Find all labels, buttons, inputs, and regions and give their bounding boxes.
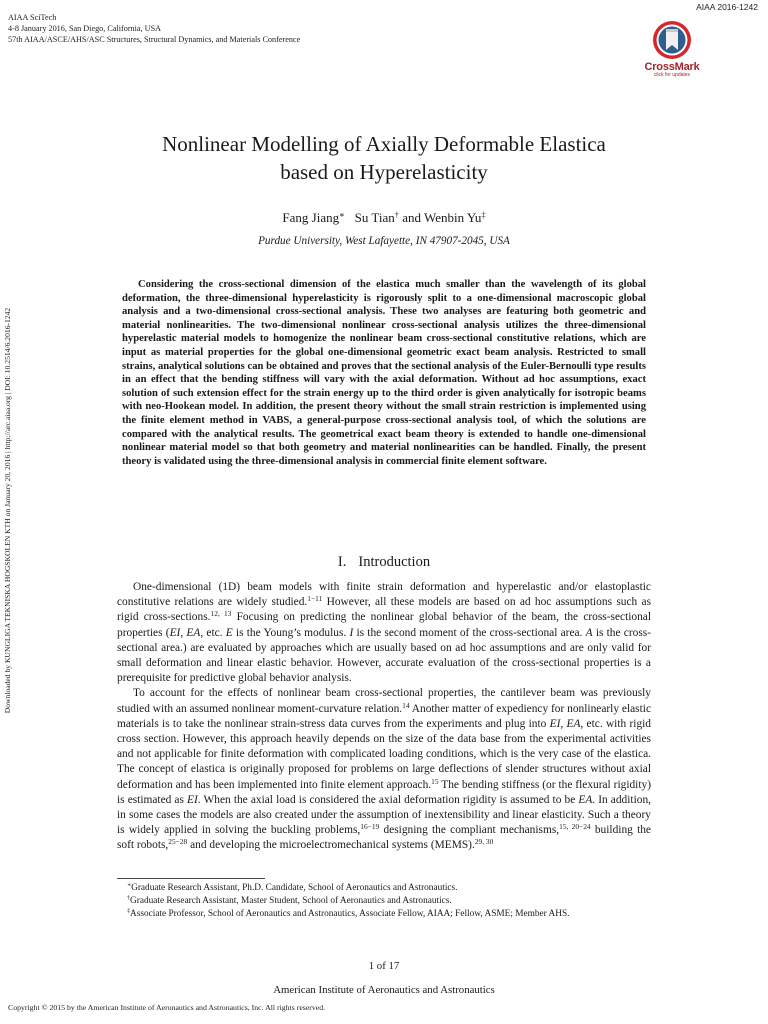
publisher-name: American Institute of Aeronautics and Astronautics <box>273 984 495 996</box>
author-conjunction: and <box>402 210 421 225</box>
footnote: ∗Graduate Research Assistant, Ph.D. Candidate, School of Aeronautics and Astronautics. <box>127 882 458 893</box>
title-line-2: based on Hyperelasticity <box>280 160 488 184</box>
copyright-notice: Copyright © 2015 by the American Institute of Aeronautics and Astronautics, Inc. All rights reserved. <box>8 1003 326 1012</box>
author-mark: † <box>394 209 399 220</box>
crossmark-logo-icon <box>652 20 692 60</box>
section-number: I. <box>337 554 347 570</box>
affiliation: Purdue University, West Lafayette, IN 47907-2045, USA <box>258 235 510 247</box>
author-name: Fang Jiang <box>282 210 340 225</box>
conference-name: AIAA SciTech <box>8 13 57 22</box>
download-sidebar <box>2 268 14 753</box>
citation: 1−11 <box>307 594 323 604</box>
author-mark: ‡ <box>481 209 486 220</box>
crossmark-badge[interactable] <box>637 20 707 78</box>
citation: 25−28 <box>168 837 188 847</box>
paragraph: One-dimensional (1D) beam models with finite strain deformation and hyperelastic and/or elastoplastic constitutive relations are widely studied.$^{1-11}$ However, all these models are based on ad hoc assumptions such as rigid cross-sections.$^{12, 13}$ Focusing on predicting the nonlinear global behavior of the beam, the cross-sectional properties (EI, EA, etc. E is the Young’s modulus. I is the second moment of the cross-sectional area. A is the cross-sectional area.) are evaluated by approaches which are usually based on ad hoc assumptions and are only valid for small deformation and linear elastic behavior. However, accurate evaluation of the cross-sectional properties is a prerequisite for predictive global behavior analysis. <box>117 581 652 685</box>
footnote: †Graduate Research Assistant, Master Student, School of Aeronautics and Astronautics. <box>127 895 452 906</box>
crossmark-sublabel: click for updates <box>653 72 691 78</box>
download-notice: Downloaded by KUNGLIGA TEKNISKA HOGSKOLEN KTH on January 20, 2016 | http://arc.aiaa.org | DOI: 10.2514/6.2016-1242 <box>3 307 12 714</box>
footnote-rule <box>117 878 265 879</box>
footnote: ‡Associate Professor, School of Aeronautics and Astronautics, Associate Fellow, AIAA; Fellow, ASME; Member AHS. <box>127 908 570 919</box>
footnotes <box>117 882 677 921</box>
author-name: Wenbin Yu <box>424 210 482 225</box>
citation: 15 <box>431 776 439 786</box>
conference-date: 4-8 January 2016, San Diego, California, USA <box>8 24 162 33</box>
author-name: Su Tian <box>354 210 395 225</box>
section-heading <box>0 554 768 571</box>
author-mark: ∗ <box>339 209 345 220</box>
paper-id: AIAA 2016-1242 <box>696 2 758 12</box>
citation: 29, 30 <box>474 837 494 847</box>
paper-title <box>90 130 678 186</box>
citation: 16−19 <box>360 822 380 832</box>
body-text <box>117 580 651 854</box>
page-number: 1 of 17 <box>368 960 400 972</box>
title-line-1: Nonlinear Modelling of Axially Deformable Elastica <box>162 132 606 156</box>
paragraph: To account for the effects of nonlinear beam cross-sectional properties, the cantilever beam was previously studied with an assumed nonlinear moment-curvature relation.$^{14}$ Another matter of expediency for nonlinearly elastic materials is to take the nonlinear strain-stress data curves from the experiments and plug into EI, EA, etc. with rigid cross section. However, this approach heavily depends on the size of the data base from the experimental activities and not applicable for finite deformation with complicated loading conditions, which is the very case of the elastica. The concept of elastica is originally proposed for problems on large deflections of slender structures without axial deformation and has been implemented into finite element approach.$^{15}$ The bending stiffness (or the flexural rigidity) is estimated as EI. When the axial load is considered the axial deformation rigidity is assumed to be EA. In addition, in some cases the models are also created under the assumption of inextensibility and linear elasticity. Such a theory is widely applied in solving the buckling problems,$^{16-19}$ designing the compliant mechanisms,$^{15, 20-24}$ building the soft robots,$^{25-28}$ and developing the microelectromechanical systems (MEMS).$^{29, 30}$ <box>117 687 652 852</box>
conference-title: 57th AIAA/ASCE/AHS/ASC Structures, Structural Dynamics, and Materials Conference <box>8 35 301 44</box>
citation: 12, 13 <box>210 609 232 619</box>
citation: 15, 20−24 <box>559 822 591 832</box>
section-title: Introduction <box>358 554 431 570</box>
abstract: Considering the cross-sectional dimension of the elastica much smaller than the wavelength of its global deformation, the three-dimensional hyperelasticity is rigorously split to a one-dimensional macroscopic global analysis and a two-dimensional cross-sectional analysis. These two analyses are featuring both geometric and material nonlinearities. The two-dimensional nonlinear cross-sectional analysis utilizes the three-dimensional hyperelastic material models to homogenize the nonlinear beam cross-sectional constitutive relations, which are input as material properties for the global one-dimensional geometric exact beam analysis. Restricted to small strains, analytical solutions can be obtained and proves that the sectional analysis of the Euler-Bernoulli type results in an effect that the bending stiffness will vary with the axial deformation. Without ad hoc assumptions, exact solution of such extension effect for the strain energy up to the third order is given analytically for isotropic beams with neo-Hookean model. In addition, the present theory without the small strain restriction is implemented using the finite element method in VABS, a general-purpose cross-sectional analysis tool, of which the solutions are compared with the analytical results. The geometrical exact beam theory is extended to handle one-dimensional nonlinear material model so that both geometry and material nonlinearities can be handled. Finally, the present theory is validated using the three-dimensional analysis in commercial finite element software. <box>122 279 646 467</box>
citation: 14 <box>402 700 410 710</box>
author-list <box>0 210 768 226</box>
conference-info <box>8 12 300 45</box>
crossmark-label: CrossMark <box>644 61 700 73</box>
